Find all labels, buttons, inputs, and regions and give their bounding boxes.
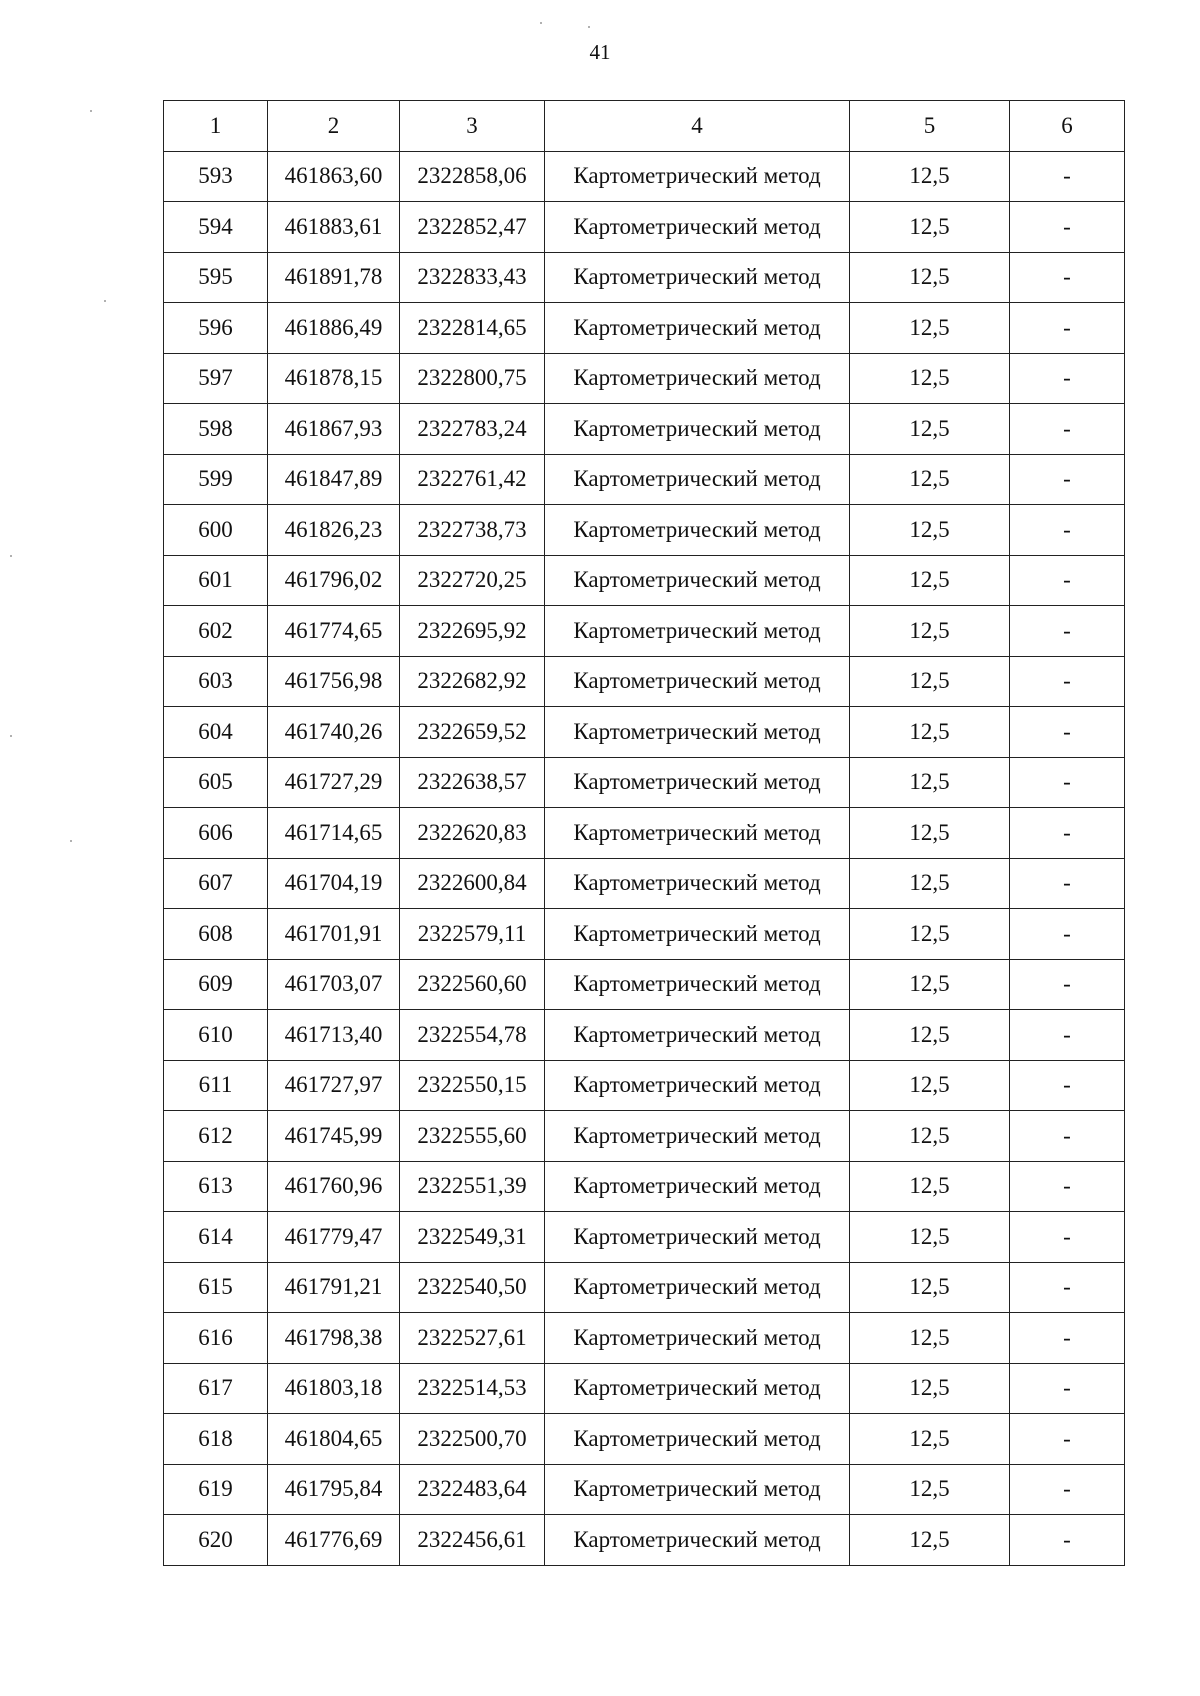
point-number-cell: 609 bbox=[164, 959, 268, 1010]
y-coordinate-cell: 2322738,73 bbox=[400, 505, 545, 556]
x-coordinate-cell: 461804,65 bbox=[268, 1414, 400, 1465]
point-number-cell: 604 bbox=[164, 707, 268, 758]
method-cell: Картометрический метод bbox=[545, 1313, 850, 1364]
y-coordinate-cell: 2322555,60 bbox=[400, 1111, 545, 1162]
x-coordinate-cell: 461878,15 bbox=[268, 353, 400, 404]
y-coordinate-cell: 2322659,52 bbox=[400, 707, 545, 758]
note-cell: - bbox=[1010, 252, 1125, 303]
table-row bbox=[164, 202, 1125, 253]
accuracy-cell: 12,5 bbox=[850, 808, 1010, 859]
note-cell: - bbox=[1010, 808, 1125, 859]
point-number-cell: 594 bbox=[164, 202, 268, 253]
table-row bbox=[164, 1060, 1125, 1111]
y-coordinate-cell: 2322833,43 bbox=[400, 252, 545, 303]
x-coordinate-cell: 461774,65 bbox=[268, 606, 400, 657]
y-coordinate-cell: 2322579,11 bbox=[400, 909, 545, 960]
y-coordinate-cell: 2322514,53 bbox=[400, 1363, 545, 1414]
point-number-cell: 615 bbox=[164, 1262, 268, 1313]
note-cell: - bbox=[1010, 606, 1125, 657]
note-cell: - bbox=[1010, 1262, 1125, 1313]
x-coordinate-cell: 461798,38 bbox=[268, 1313, 400, 1364]
table-row bbox=[164, 303, 1125, 354]
table-row bbox=[164, 1515, 1125, 1566]
y-coordinate-cell: 2322814,65 bbox=[400, 303, 545, 354]
y-coordinate-cell: 2322858,06 bbox=[400, 151, 545, 202]
table-row bbox=[164, 757, 1125, 808]
note-cell: - bbox=[1010, 505, 1125, 556]
point-number-cell: 608 bbox=[164, 909, 268, 960]
table-row bbox=[164, 1464, 1125, 1515]
note-cell: - bbox=[1010, 454, 1125, 505]
method-cell: Картометрический метод bbox=[545, 959, 850, 1010]
point-number-cell: 599 bbox=[164, 454, 268, 505]
method-cell: Картометрический метод bbox=[545, 1161, 850, 1212]
accuracy-cell: 12,5 bbox=[850, 303, 1010, 354]
method-cell: Картометрический метод bbox=[545, 454, 850, 505]
x-coordinate-cell: 461701,91 bbox=[268, 909, 400, 960]
method-cell: Картометрический метод bbox=[545, 505, 850, 556]
method-cell: Картометрический метод bbox=[545, 1363, 850, 1414]
point-number-cell: 605 bbox=[164, 757, 268, 808]
method-cell: Картометрический метод bbox=[545, 252, 850, 303]
scan-speck bbox=[90, 110, 92, 112]
y-coordinate-cell: 2322527,61 bbox=[400, 1313, 545, 1364]
accuracy-cell: 12,5 bbox=[850, 757, 1010, 808]
point-number-cell: 596 bbox=[164, 303, 268, 354]
method-cell: Картометрический метод bbox=[545, 202, 850, 253]
y-coordinate-cell: 2322852,47 bbox=[400, 202, 545, 253]
method-cell: Картометрический метод bbox=[545, 1010, 850, 1061]
accuracy-cell: 12,5 bbox=[850, 353, 1010, 404]
point-number-cell: 611 bbox=[164, 1060, 268, 1111]
scan-speck bbox=[70, 840, 72, 842]
method-cell: Картометрический метод bbox=[545, 1464, 850, 1515]
accuracy-cell: 12,5 bbox=[850, 1363, 1010, 1414]
note-cell: - bbox=[1010, 1464, 1125, 1515]
table-row bbox=[164, 1212, 1125, 1263]
accuracy-cell: 12,5 bbox=[850, 1010, 1010, 1061]
table-row bbox=[164, 909, 1125, 960]
header-row bbox=[164, 101, 1125, 152]
point-number-cell: 597 bbox=[164, 353, 268, 404]
point-number-cell: 603 bbox=[164, 656, 268, 707]
note-cell: - bbox=[1010, 1212, 1125, 1263]
x-coordinate-cell: 461756,98 bbox=[268, 656, 400, 707]
y-coordinate-cell: 2322550,15 bbox=[400, 1060, 545, 1111]
accuracy-cell: 12,5 bbox=[850, 151, 1010, 202]
x-coordinate-cell: 461796,02 bbox=[268, 555, 400, 606]
point-number-cell: 616 bbox=[164, 1313, 268, 1364]
point-number-cell: 620 bbox=[164, 1515, 268, 1566]
table-row bbox=[164, 959, 1125, 1010]
accuracy-cell: 12,5 bbox=[850, 505, 1010, 556]
scan-speck bbox=[10, 735, 12, 737]
header-cell-5: 5 bbox=[850, 101, 1010, 152]
accuracy-cell: 12,5 bbox=[850, 555, 1010, 606]
accuracy-cell: 12,5 bbox=[850, 1313, 1010, 1364]
point-number-cell: 598 bbox=[164, 404, 268, 455]
note-cell: - bbox=[1010, 1010, 1125, 1061]
y-coordinate-cell: 2322682,92 bbox=[400, 656, 545, 707]
method-cell: Картометрический метод bbox=[545, 404, 850, 455]
point-number-cell: 614 bbox=[164, 1212, 268, 1263]
y-coordinate-cell: 2322761,42 bbox=[400, 454, 545, 505]
table-row bbox=[164, 808, 1125, 859]
point-number-cell: 595 bbox=[164, 252, 268, 303]
method-cell: Картометрический метод bbox=[545, 303, 850, 354]
note-cell: - bbox=[1010, 959, 1125, 1010]
scan-speck bbox=[104, 300, 106, 302]
x-coordinate-cell: 461727,29 bbox=[268, 757, 400, 808]
note-cell: - bbox=[1010, 909, 1125, 960]
method-cell: Картометрический метод bbox=[545, 707, 850, 758]
note-cell: - bbox=[1010, 1060, 1125, 1111]
point-number-cell: 601 bbox=[164, 555, 268, 606]
point-number-cell: 618 bbox=[164, 1414, 268, 1465]
method-cell: Картометрический метод bbox=[545, 151, 850, 202]
note-cell: - bbox=[1010, 151, 1125, 202]
accuracy-cell: 12,5 bbox=[850, 606, 1010, 657]
method-cell: Картометрический метод bbox=[545, 858, 850, 909]
y-coordinate-cell: 2322695,92 bbox=[400, 606, 545, 657]
point-number-cell: 602 bbox=[164, 606, 268, 657]
table-row bbox=[164, 1262, 1125, 1313]
method-cell: Картометрический метод bbox=[545, 606, 850, 657]
table-row bbox=[164, 707, 1125, 758]
accuracy-cell: 12,5 bbox=[850, 1515, 1010, 1566]
accuracy-cell: 12,5 bbox=[850, 1464, 1010, 1515]
x-coordinate-cell: 461803,18 bbox=[268, 1363, 400, 1414]
table-row bbox=[164, 1363, 1125, 1414]
y-coordinate-cell: 2322456,61 bbox=[400, 1515, 545, 1566]
x-coordinate-cell: 461791,21 bbox=[268, 1262, 400, 1313]
y-coordinate-cell: 2322600,84 bbox=[400, 858, 545, 909]
table-row bbox=[164, 1010, 1125, 1061]
accuracy-cell: 12,5 bbox=[850, 202, 1010, 253]
y-coordinate-cell: 2322720,25 bbox=[400, 555, 545, 606]
method-cell: Картометрический метод bbox=[545, 1414, 850, 1465]
table-row bbox=[164, 505, 1125, 556]
y-coordinate-cell: 2322554,78 bbox=[400, 1010, 545, 1061]
x-coordinate-cell: 461891,78 bbox=[268, 252, 400, 303]
table-row bbox=[164, 151, 1125, 202]
x-coordinate-cell: 461847,89 bbox=[268, 454, 400, 505]
accuracy-cell: 12,5 bbox=[850, 454, 1010, 505]
y-coordinate-cell: 2322800,75 bbox=[400, 353, 545, 404]
header-cell-2: 2 bbox=[268, 101, 400, 152]
accuracy-cell: 12,5 bbox=[850, 1060, 1010, 1111]
point-number-cell: 619 bbox=[164, 1464, 268, 1515]
y-coordinate-cell: 2322551,39 bbox=[400, 1161, 545, 1212]
accuracy-cell: 12,5 bbox=[850, 656, 1010, 707]
point-number-cell: 606 bbox=[164, 808, 268, 859]
point-number-cell: 600 bbox=[164, 505, 268, 556]
scan-speck bbox=[10, 555, 12, 557]
table-row bbox=[164, 1313, 1125, 1364]
point-number-cell: 607 bbox=[164, 858, 268, 909]
y-coordinate-cell: 2322549,31 bbox=[400, 1212, 545, 1263]
y-coordinate-cell: 2322560,60 bbox=[400, 959, 545, 1010]
table-row bbox=[164, 858, 1125, 909]
note-cell: - bbox=[1010, 404, 1125, 455]
table-row bbox=[164, 1414, 1125, 1465]
method-cell: Картометрический метод bbox=[545, 353, 850, 404]
note-cell: - bbox=[1010, 757, 1125, 808]
method-cell: Картометрический метод bbox=[545, 656, 850, 707]
point-number-cell: 593 bbox=[164, 151, 268, 202]
note-cell: - bbox=[1010, 1363, 1125, 1414]
note-cell: - bbox=[1010, 1313, 1125, 1364]
y-coordinate-cell: 2322483,64 bbox=[400, 1464, 545, 1515]
y-coordinate-cell: 2322638,57 bbox=[400, 757, 545, 808]
y-coordinate-cell: 2322540,50 bbox=[400, 1262, 545, 1313]
method-cell: Картометрический метод bbox=[545, 1060, 850, 1111]
x-coordinate-cell: 461727,97 bbox=[268, 1060, 400, 1111]
note-cell: - bbox=[1010, 303, 1125, 354]
x-coordinate-cell: 461760,96 bbox=[268, 1161, 400, 1212]
point-number-cell: 617 bbox=[164, 1363, 268, 1414]
method-cell: Картометрический метод bbox=[545, 1212, 850, 1263]
x-coordinate-cell: 461776,69 bbox=[268, 1515, 400, 1566]
point-number-cell: 610 bbox=[164, 1010, 268, 1061]
accuracy-cell: 12,5 bbox=[850, 1111, 1010, 1162]
x-coordinate-cell: 461886,49 bbox=[268, 303, 400, 354]
y-coordinate-cell: 2322783,24 bbox=[400, 404, 545, 455]
accuracy-cell: 12,5 bbox=[850, 1212, 1010, 1263]
x-coordinate-cell: 461713,40 bbox=[268, 1010, 400, 1061]
table-body bbox=[164, 151, 1125, 1565]
x-coordinate-cell: 461826,23 bbox=[268, 505, 400, 556]
x-coordinate-cell: 461795,84 bbox=[268, 1464, 400, 1515]
point-number-cell: 612 bbox=[164, 1111, 268, 1162]
x-coordinate-cell: 461867,93 bbox=[268, 404, 400, 455]
table-row bbox=[164, 656, 1125, 707]
table-row bbox=[164, 606, 1125, 657]
accuracy-cell: 12,5 bbox=[850, 707, 1010, 758]
accuracy-cell: 12,5 bbox=[850, 959, 1010, 1010]
x-coordinate-cell: 461703,07 bbox=[268, 959, 400, 1010]
header-cell-1: 1 bbox=[164, 101, 268, 152]
table-row bbox=[164, 454, 1125, 505]
x-coordinate-cell: 461714,65 bbox=[268, 808, 400, 859]
note-cell: - bbox=[1010, 1111, 1125, 1162]
method-cell: Картометрический метод bbox=[545, 1515, 850, 1566]
note-cell: - bbox=[1010, 555, 1125, 606]
point-number-cell: 613 bbox=[164, 1161, 268, 1212]
x-coordinate-cell: 461745,99 bbox=[268, 1111, 400, 1162]
accuracy-cell: 12,5 bbox=[850, 1414, 1010, 1465]
accuracy-cell: 12,5 bbox=[850, 252, 1010, 303]
header-cell-3: 3 bbox=[400, 101, 545, 152]
table-row bbox=[164, 353, 1125, 404]
x-coordinate-cell: 461863,60 bbox=[268, 151, 400, 202]
scan-speck bbox=[540, 22, 542, 24]
x-coordinate-cell: 461883,61 bbox=[268, 202, 400, 253]
accuracy-cell: 12,5 bbox=[850, 858, 1010, 909]
table-row bbox=[164, 252, 1125, 303]
note-cell: - bbox=[1010, 1414, 1125, 1465]
method-cell: Картометрический метод bbox=[545, 808, 850, 859]
note-cell: - bbox=[1010, 707, 1125, 758]
note-cell: - bbox=[1010, 1515, 1125, 1566]
method-cell: Картометрический метод bbox=[545, 757, 850, 808]
method-cell: Картометрический метод bbox=[545, 1111, 850, 1162]
header-cell-6: 6 bbox=[1010, 101, 1125, 152]
table-row bbox=[164, 404, 1125, 455]
note-cell: - bbox=[1010, 858, 1125, 909]
accuracy-cell: 12,5 bbox=[850, 404, 1010, 455]
coordinates-table bbox=[163, 100, 1125, 1566]
table-row bbox=[164, 555, 1125, 606]
y-coordinate-cell: 2322500,70 bbox=[400, 1414, 545, 1465]
header-cell-4: 4 bbox=[545, 101, 850, 152]
method-cell: Картометрический метод bbox=[545, 555, 850, 606]
table-row bbox=[164, 1161, 1125, 1212]
note-cell: - bbox=[1010, 353, 1125, 404]
x-coordinate-cell: 461740,26 bbox=[268, 707, 400, 758]
accuracy-cell: 12,5 bbox=[850, 1262, 1010, 1313]
accuracy-cell: 12,5 bbox=[850, 909, 1010, 960]
y-coordinate-cell: 2322620,83 bbox=[400, 808, 545, 859]
note-cell: - bbox=[1010, 1161, 1125, 1212]
note-cell: - bbox=[1010, 202, 1125, 253]
accuracy-cell: 12,5 bbox=[850, 1161, 1010, 1212]
method-cell: Картометрический метод bbox=[545, 1262, 850, 1313]
note-cell: - bbox=[1010, 656, 1125, 707]
x-coordinate-cell: 461704,19 bbox=[268, 858, 400, 909]
x-coordinate-cell: 461779,47 bbox=[268, 1212, 400, 1263]
page-number: 41 bbox=[589, 40, 611, 64]
table-row bbox=[164, 1111, 1125, 1162]
scan-speck bbox=[588, 26, 590, 28]
method-cell: Картометрический метод bbox=[545, 909, 850, 960]
